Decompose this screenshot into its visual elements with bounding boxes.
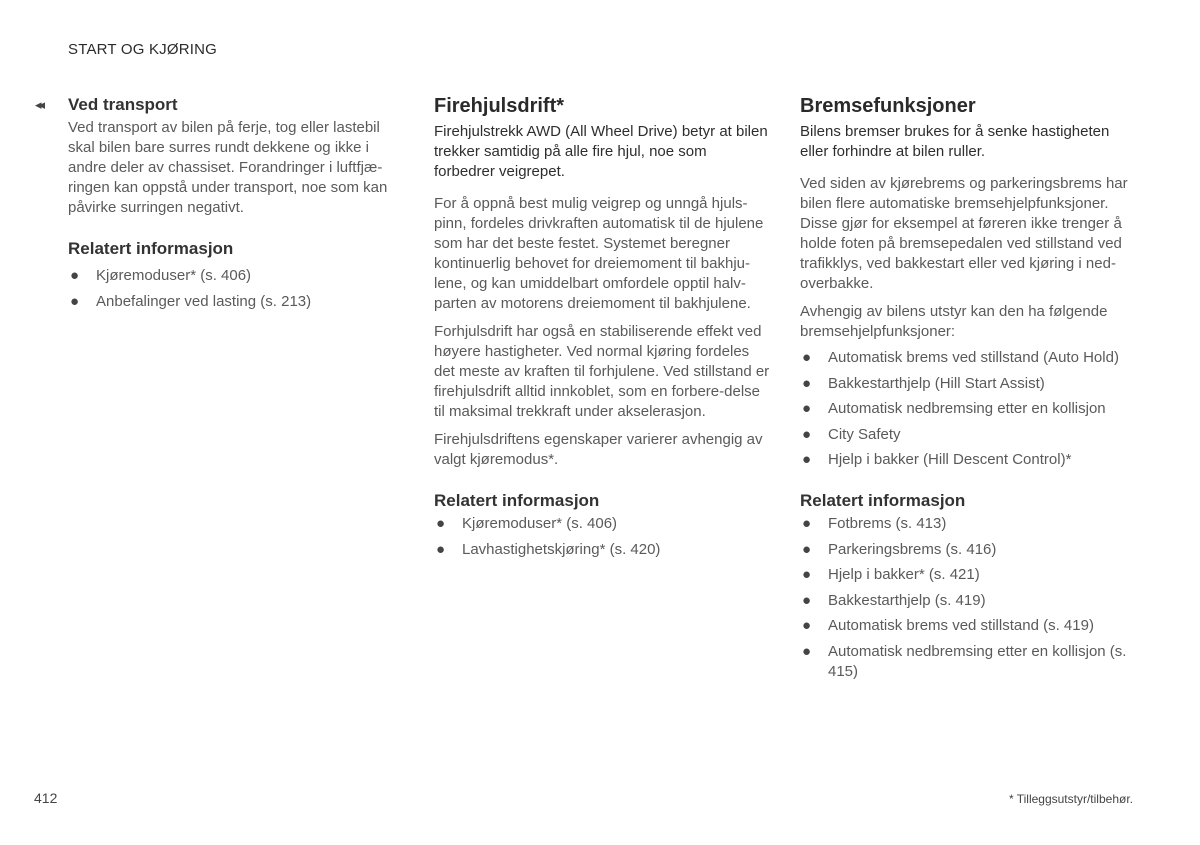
bullet-icon: ●: [802, 642, 812, 660]
bullet-icon: ●: [70, 267, 80, 284]
list-item: ● Automatisk nedbremsing etter en kollisjon: [802, 400, 1106, 417]
related-link[interactable]: ● Kjøremoduser* (s. 406): [70, 267, 252, 284]
footnote: * Tilleggsutstyr/tilbehør.: [1008, 792, 1133, 806]
page-number: 412: [34, 790, 58, 806]
related-link[interactable]: ● Anbefalinger ved lasting (s. 213): [70, 292, 312, 310]
related-link[interactable]: ● Hjelp i bakker* (s. 421): [802, 566, 980, 583]
related-link[interactable]: ● Automatisk nedbremsing etter en kollisjon (s. 415): [802, 642, 1127, 680]
list-item: ● Automatisk brems ved stillstand (Auto Hold): [802, 349, 1119, 366]
bullet-icon: ●: [802, 540, 812, 558]
related-link[interactable]: ● Automatisk brems ved stillstand (s. 419): [802, 617, 1094, 634]
list-item: ● City Safety: [802, 425, 901, 443]
firehjulsdrift-paragraph: Firehjulsdriftens egenskaper varierer avhengig av valgt kjøremodus*.: [434, 431, 763, 468]
bullet-icon: ●: [802, 374, 812, 392]
firehjulsdrift-paragraph: For å oppnå best mulig veigrep og unngå hjuls-pinn, fordeles drivkraften automatisk til de hjulene som har det beste festet. Systemet beregner kontinuerlig behovet for dreiemoment til bakhju-lene, og kan umiddelbart omfordele opptil halv-parten av motorens dreiemoment til bakhjulene.: [434, 195, 764, 312]
bremsefunksjoner-heading: Bremsefunksjoner: [800, 95, 976, 117]
firehjulsdrift-intro: Firehjulstrekk AWD (All Wheel Drive) betyr at bilen trekker samtidig på alle fire hjul, noe som forbedrer veigrepet.: [434, 123, 768, 180]
bullet-icon: ●: [802, 591, 812, 609]
bremsefunksjoner-paragraph: Ved siden av kjørebrems og parkeringsbrems har bilen flere automatiske bremsehjelpfunksjoner. Disse gjør for eksempel at føreren ikke trenger å holde foten på bremsepedalen ved stillstand ved trafikklys, ved bakkestart eller ved kjøring i ned-overbakke.: [800, 175, 1128, 292]
bullet-icon: ●: [802, 349, 812, 366]
related-link[interactable]: ● Fotbrems (s. 413): [802, 515, 947, 532]
section-header: START OG KJØRING: [68, 41, 218, 58]
related-link[interactable]: ● Parkeringsbrems (s. 416): [802, 540, 997, 558]
related-info-heading: Relatert informasjon: [800, 491, 966, 510]
related-info-heading: Relatert informasjon: [68, 239, 234, 258]
bullet-icon: ●: [802, 515, 812, 532]
bullet-icon: ●: [436, 540, 446, 558]
bullet-icon: ●: [802, 451, 812, 468]
ved-transport-text: Ved transport av bilen på ferje, tog eller lastebil skal bilen bare surres rundt dekkene og ikke i andre deler av chassiset. Forandringer i luftfjæ-ringen kan oppstå under transport, noe som kan påvirke surringen negativt.: [68, 119, 388, 216]
bullet-icon: ●: [802, 400, 812, 417]
related-list: [800, 514, 1135, 682]
bullet-icon: ●: [802, 566, 812, 583]
related-info-heading: Relatert informasjon: [434, 491, 600, 510]
column-firehjulsdrift: [434, 94, 770, 565]
related-list: [434, 514, 770, 560]
continued-from-previous-icon: ◂◂: [35, 97, 43, 112]
list-item: ● Hjelp i bakker (Hill Descent Control)*: [802, 451, 1072, 468]
related-link[interactable]: ● Kjøremoduser* (s. 406): [436, 515, 618, 532]
bremsefunksjoner-paragraph: Avhengig av bilens utstyr kan den ha følgende bremsehjelpfunksjoner:: [800, 303, 1108, 340]
bullet-icon: ●: [436, 515, 446, 532]
related-link[interactable]: ● Lavhastighetskjøring* (s. 420): [436, 540, 661, 558]
column-bremsefunksjoner: [800, 94, 1135, 687]
feature-list: [800, 348, 1135, 470]
list-item: ● Bakkestarthjelp (Hill Start Assist): [802, 374, 1045, 392]
firehjulsdrift-heading: Firehjulsdrift*: [434, 95, 565, 117]
bullet-icon: ●: [802, 425, 812, 443]
bullet-icon: ●: [70, 292, 80, 310]
bullet-icon: ●: [802, 617, 812, 634]
firehjulsdrift-paragraph: Forhjulsdrift har også en stabiliserende effekt ved høyere hastigheter. Ved normal kjøring fordeles det meste av kraften til forhjulene. Ved stillstand er firehjulsdrift alltid innkoblet, som en forbere-delse til maksimal trekkraft under akselerasjon.: [434, 323, 770, 420]
ved-transport-heading: Ved transport: [68, 95, 178, 114]
bremsefunksjoner-intro: Bilens bremser brukes for å senke hastigheten eller forhindre at bilen ruller.: [800, 123, 1110, 160]
column-ved-transport: [68, 94, 398, 317]
related-list: [68, 266, 398, 312]
related-link[interactable]: ● Bakkestarthjelp (s. 419): [802, 591, 986, 609]
